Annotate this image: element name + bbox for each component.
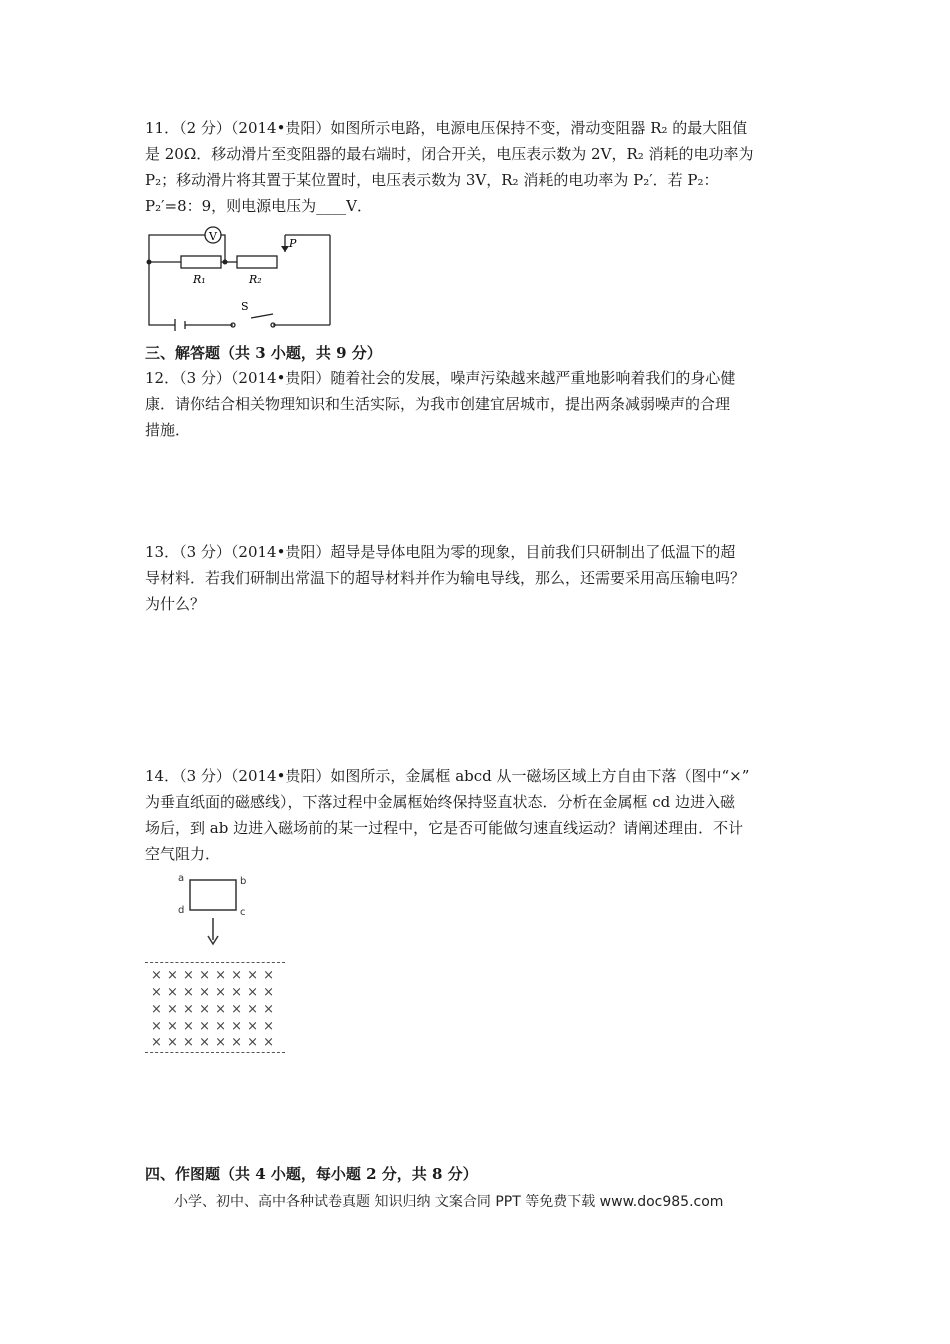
footer-promo-text: 小学、初中、高中各种试卷真题 知识归纳 文案合同 PPT 等免费下载 www.doc985.com [174,1194,724,1210]
metal-frame-diagram [170,870,320,950]
field-row: × × × × × × × × [151,1035,275,1050]
q13-line-3: 为什么？ [145,595,206,613]
switch-label: S [241,300,249,313]
q14-line-1: 14．（3 分）（2014•贵阳）如图所示，金属框 abcd 从一磁场区域上方自由下落（图中“×” [145,767,750,785]
section-4-heading: 四、作图题（共 4 小题，每小题 2 分，共 8 分） [145,1165,478,1183]
q12-line-3: 措施． [145,421,191,439]
q12-line-2: 康．请你结合相关物理知识和生活实际，为我市创建宜居城市，提出两条减弱噪声的合理 [145,395,731,413]
q14-line-2: 为垂直纸面的磁感线），下落过程中金属框始终保持竖直状态．分析在金属框 cd 边进入磁 [145,793,736,811]
node-right [223,260,228,265]
q11-line-3: P₂；移动滑片将其置于某位置时，电压表示数为 3V，R₂ 消耗的电功率为 P₂′．若 P₂： [145,171,719,189]
metal-frame [190,880,236,910]
field-row: × × × × × × × × [151,1002,275,1017]
slider-label: P [289,237,297,250]
field-bottom-boundary [145,1052,285,1053]
q12-line-1: 12．（3 分）（2014•贵阳）随着社会的发展，噪声污染越来越严重地影响着我们的身心健 [145,369,736,387]
field-top-boundary [145,962,285,963]
q14-line-3: 场后，到 ab 边进入磁场前的某一过程中，它是否可能做匀速直线运动？请阐述理由．不计 [145,819,744,837]
field-row: × × × × × × × × [151,985,275,1000]
r1-label: R₁ [193,273,206,286]
node-left [147,260,152,265]
circuit-diagram [145,230,335,330]
q11-line-1: 11．（2 分）（2014•贵阳）如图所示电路，电源电压保持不变，滑动变阻器 R₂ 的最大阻值 [145,119,748,137]
q11-line-4: P₂′=8：9，则电源电压为____V． [145,197,373,215]
frame-label-b: b [240,876,247,887]
field-row: × × × × × × × × [151,1019,275,1034]
magnetic-field-region [145,962,287,1056]
frame-label-a: a [178,873,185,884]
field-row: × × × × × × × × [151,968,275,983]
q11-line-2: 是 20Ω．移动滑片至变阻器的最右端时，闭合开关，电压表示数为 2V，R₂ 消耗的电功率为 [145,145,754,163]
frame-label-c: c [240,907,246,918]
q13-line-2: 导材料．若我们研制出常温下的超导材料并作为输电导线，那么，还需要采用高压输电吗？ [145,569,746,587]
q13-line-1: 13．（3 分）（2014•贵阳）超导是导体电阻为零的现象，目前我们只研制出了低温下的超 [145,543,736,561]
section-3-heading: 三、解答题（共 3 小题，共 9 分） [145,344,382,362]
slider-arrow [281,246,289,252]
r2-label: R₂ [249,273,262,286]
voltmeter-label: V [209,230,217,243]
frame-label-d: d [178,905,185,916]
q14-line-4: 空气阻力． [145,845,221,863]
